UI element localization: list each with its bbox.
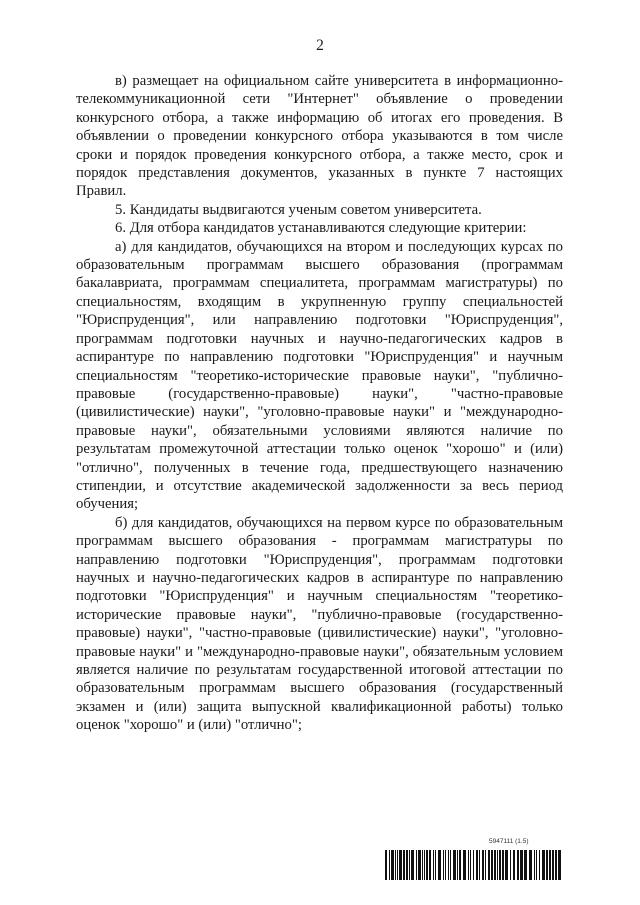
paragraph-clause-6: 6. Для отбора кандидатов устанавливаются следующие критерии: — [115, 220, 527, 237]
document-body — [76, 72, 563, 735]
paragraph-item-b: б) для кандидатов, обучающихся на первом курсе по образовательным программам высшего образования - программам магистратуры по направлению подготовки "Юриспруденция", программам подготовки научных и научно-педагогических кадров в аспирантуре по направлению подготовки "Юриспруденция" и научным специальностям "теоретико-исторические правовые науки", "публично-правовые (государственно-правовые) науки", "частно-правовые (цивилистические) науки", "уголовно-правовые науки" и "международно-правовые науки", обязательным условием является наличие по результатам государственной итоговой аттестации по образовательным программам высшего образования (государственный экзамен и (или) защита выпускной квалификационной работы) только оценок "хорошо" и (или) "отлично"; — [76, 514, 563, 734]
document-barcode — [385, 838, 563, 882]
barcode-caption: 5947111 (1.5) — [489, 838, 529, 845]
paragraph-item-a: а) для кандидатов, обучающихся на втором и последующих курсах по образовательным программам высшего образования (программам бакалавриата, программам специалитета, программам магистратуры) по специальностям, входящим в укрупненную группу специальностей "Юриспруденция", или направлению подготовки "Юриспруденция", программам подготовки научных и научно-педагогических кадров в аспирантуре по направлению подготовки "Юриспруденция" и научным специальностям "теоретико-исторические правовые науки", "публично-правовые (государственно-правовые) науки", "частно-правовые (цивилистические) науки", "уголовно-правовые науки" и "международно-правовые науки", обязательными условиями являются наличие по результатам промежуточной аттестации только оценок "хорошо" и (или) "отлично", полученных в течение года, предшествующего назначению стипендии, и отсутствие академической задолженности за весь период обучения; — [76, 238, 563, 513]
barcode-icon — [385, 850, 563, 880]
paragraph-item-v: в) размещает на официальном сайте университета в информационно-телекоммуникационной сети "Интернет" объявление о проведении конкурсного отбора, а также информацию об итогах его проведения. В объявлении о проведении конкурсного отбора указываются в том числе сроки и порядок проведения конкурсного отбора, а также место, срок и порядок представления документов, указанных в пункте 7 настоящих Правил. — [76, 73, 563, 200]
page-number: 2 — [316, 37, 324, 54]
paragraph-clause-5: 5. Кандидаты выдвигаются ученым советом университета. — [115, 201, 482, 218]
